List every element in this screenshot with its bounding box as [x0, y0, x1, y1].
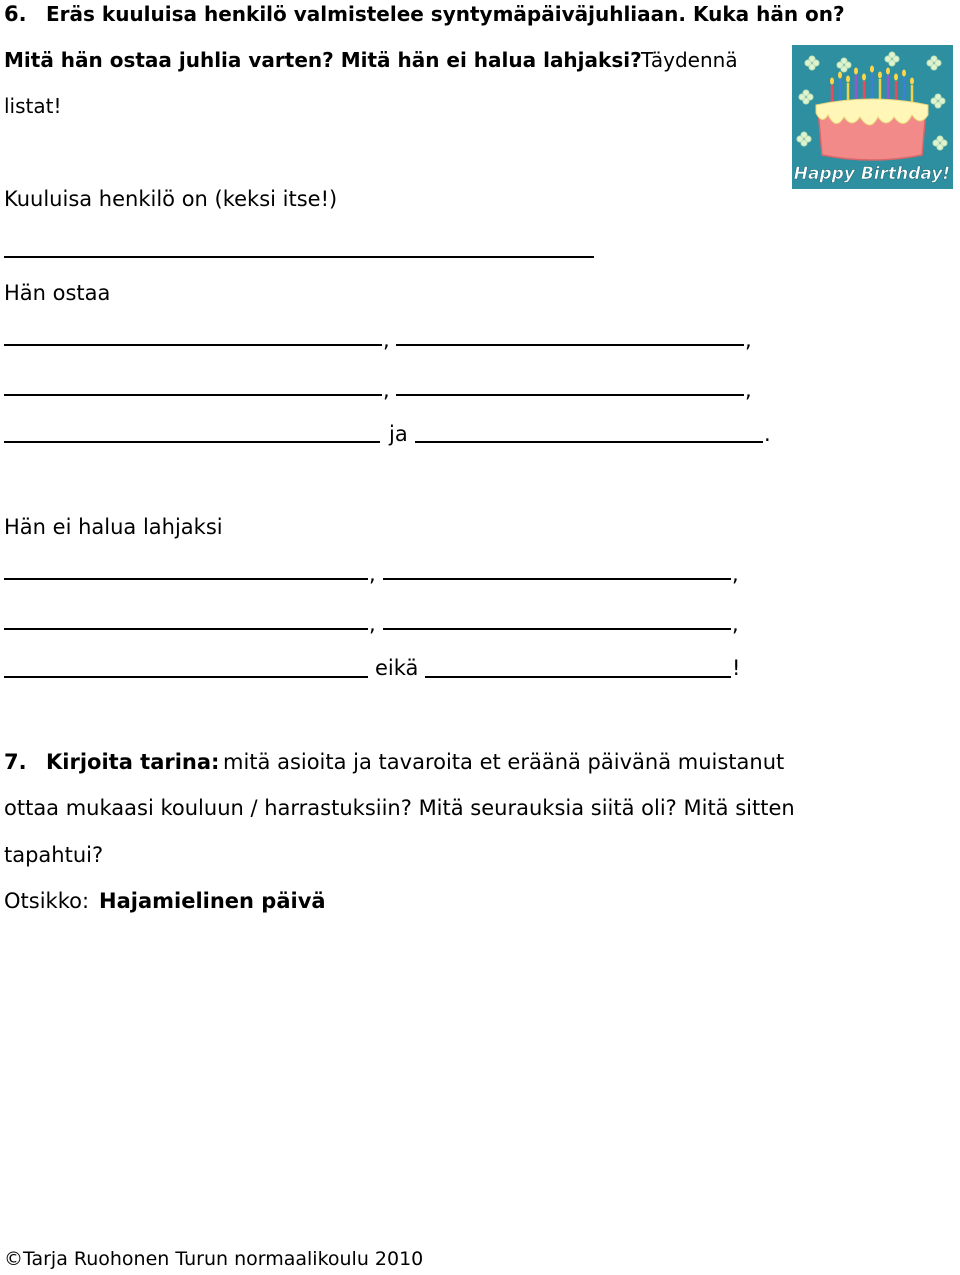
famous-person-label: Kuuluisa henkilö on (keksi itse!): [4, 187, 338, 211]
task6-number: 6.: [4, 2, 27, 26]
task6-question-line2: Mitä hän ostaa juhlia varten? Mitä hän ei halua lahjaksi?: [4, 48, 642, 72]
famous-person-blank[interactable]: [4, 256, 594, 258]
no-gift-blank-1[interactable]: [4, 578, 368, 580]
birthday-cake-icon: [792, 45, 953, 189]
buys-period: .: [764, 422, 771, 446]
task6-question-line2-rest: Täydennä: [641, 48, 738, 72]
buys-blank-5[interactable]: [4, 441, 380, 443]
footer-copyright: ©Tarja Ruohonen Turun normaalikoulu 2010: [4, 1248, 424, 1270]
cake-caption: Happy Birthday!: [793, 164, 951, 184]
buys-comma-2: ,: [745, 328, 752, 352]
buys-blank-6[interactable]: [415, 441, 763, 443]
buys-and: ja: [389, 422, 408, 446]
buys-blank-1[interactable]: [4, 344, 382, 346]
task7-heading-label: Otsikko:: [4, 889, 90, 913]
task7-line2: ottaa mukaasi kouluun / harrastuksiin? Mitä seurauksia siitä oli? Mitä sitten: [4, 796, 795, 820]
task7-number: 7.: [4, 750, 27, 774]
buys-comma-3: ,: [383, 378, 390, 402]
task7-line1: mitä asioita ja tavaroita et eräänä päivänä muistanut: [223, 750, 785, 774]
task7-title: Kirjoita tarina:: [46, 750, 220, 774]
buys-blank-3[interactable]: [4, 394, 382, 396]
no-gift-comma-3: ,: [369, 612, 376, 636]
task7-line3: tapahtui?: [4, 843, 104, 867]
no-gift-label: Hän ei halua lahjaksi: [4, 515, 223, 539]
buys-comma-1: ,: [383, 328, 390, 352]
no-gift-nor: eikä: [375, 656, 419, 680]
no-gift-comma-1: ,: [369, 562, 376, 586]
no-gift-blank-5[interactable]: [4, 676, 368, 678]
no-gift-blank-6[interactable]: [425, 676, 731, 678]
buys-label: Hän ostaa: [4, 281, 111, 305]
buys-blank-4[interactable]: [396, 394, 744, 396]
task6-question-line3: listat!: [4, 94, 62, 118]
task6-question-line1: Eräs kuuluisa henkilö valmistelee syntymäpäiväjuhliaan. Kuka hän on?: [46, 2, 845, 26]
no-gift-blank-4[interactable]: [383, 628, 731, 630]
task7-heading-value: Hajamielinen päivä: [99, 889, 326, 913]
no-gift-exclaim: !: [732, 656, 741, 680]
no-gift-comma-2: ,: [732, 562, 739, 586]
no-gift-comma-4: ,: [732, 612, 739, 636]
buys-blank-2[interactable]: [396, 344, 744, 346]
buys-comma-4: ,: [745, 378, 752, 402]
no-gift-blank-2[interactable]: [383, 578, 731, 580]
no-gift-blank-3[interactable]: [4, 628, 368, 630]
